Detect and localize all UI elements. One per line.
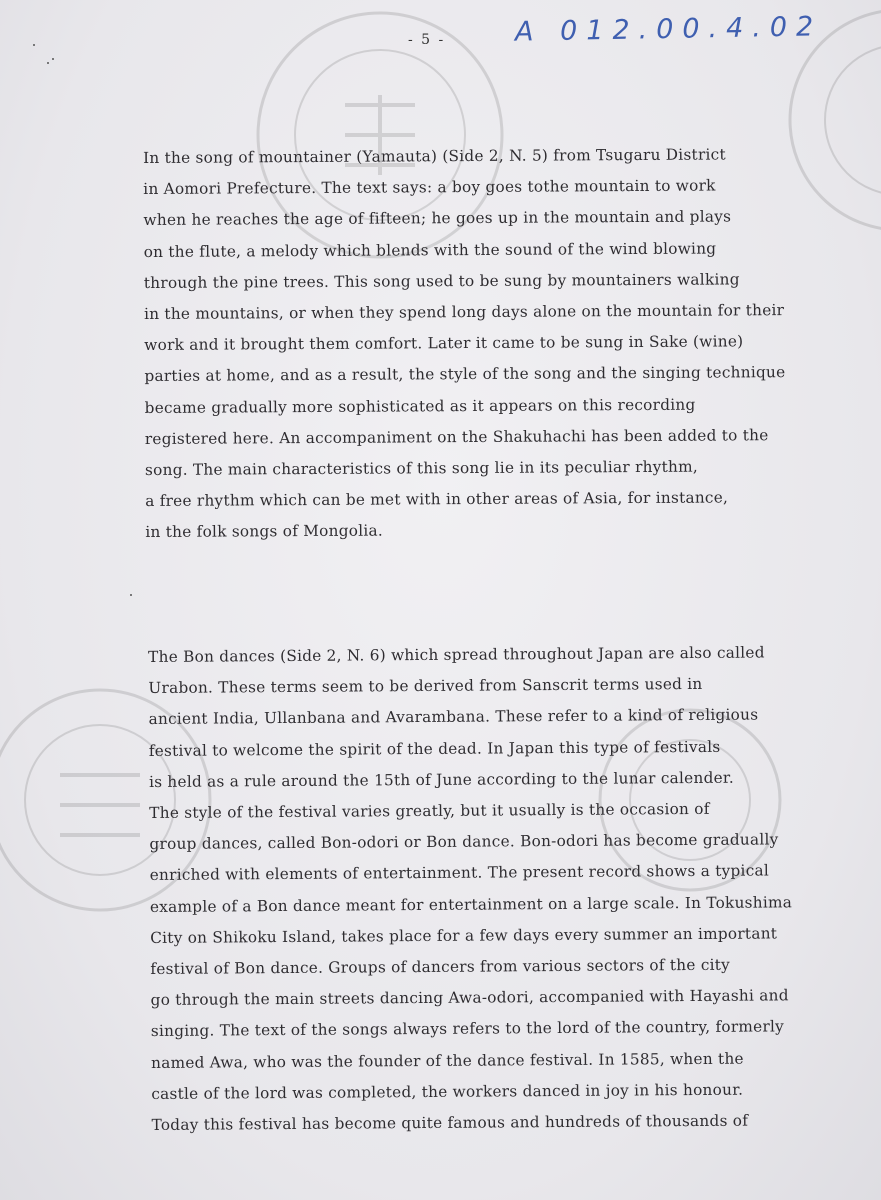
text-line: through the pine trees. This song used to be sung by mountainers walking [143,270,740,292]
text-line: on the flute, a melody which blends with the sound of the wind blowing [143,239,717,261]
paper-speck [52,58,54,60]
text-line: In the song of mountainer (Yamauta) (Side 2, N. 5) from Tsugaru District [143,145,726,167]
text-line: Today this festival has become quite famous and hundreds of thousands of [151,1111,749,1135]
text-line: in Aomori Prefecture. The text says: a boy goes tothe mountain to work [143,176,716,199]
text-line: ancient India, Ullanbana and Avarambana. These refer to a kind of religious [148,705,759,729]
text-line: named Awa, who was the founder of the dance festival. In 1585, when the [151,1049,744,1072]
text-line: a free rhythm which can be met with in other areas of Asia, for instance, [145,488,729,511]
text-line: singing. The text of the songs always refers to the lord of the country, formerly [150,1017,785,1041]
text-line: castle of the lord was completed, the workers danced in joy in his honour. [151,1080,744,1103]
text-line: enriched with elements of entertainment. The present record shows a typical [149,861,770,885]
paper-speck [130,594,132,596]
text-line: work and it brought them comfort. Later it came to be sung in Sake (wine) [144,332,744,355]
text-line: is held as a rule around the 15th of June according to the lunar calender. [148,768,734,791]
page-number: - 5 - [408,32,446,48]
text-line: became gradually more sophisticated as it appears on this recording [144,395,696,417]
text-line: registered here. An accompaniment on the Shakuhachi has been added to the [144,426,769,448]
text-line: The style of the festival varies greatly, but it usually is the occasion of [149,799,710,823]
text-line: group dances, called Bon-odori or Bon dance. Bon-odori has become gradually [149,830,779,854]
text-line: when he reaches the age of fifteen; he goes up in the mountain and plays [143,207,732,230]
text-line: Urabon. These terms seem to be derived from Sanscrit terms used in [148,675,703,698]
paper-speck [47,62,49,64]
text-line: song. The main characteristics of this song lie in its peculiar rhythm, [144,457,699,480]
text-line: parties at home, and as a result, the style of the song and the singing technique [144,363,786,386]
paragraph-bon-dances [148,637,881,1142]
paragraph-yamauta [143,139,875,549]
text-line: in the folk songs of Mongolia. [145,521,383,542]
text-line: festival of Bon dance. Groups of dancers from various sectors of the city [150,955,731,979]
paper-speck [33,44,35,46]
text-line: example of a Bon dance meant for entertainment on a large scale. In Tokushima [149,892,793,916]
text-line: festival to welcome the spirit of the dead. In Japan this type of festivals [148,737,721,760]
text-line: in the mountains, or when they spend long days alone on the mountain for their [143,301,785,324]
archive-reference-handwritten: A 012.00.4.02 [514,11,823,48]
text-line: The Bon dances (Side 2, N. 6) which spread throughout Japan are also called [148,643,765,666]
text-line: go through the main streets dancing Awa-odori, accompanied with Hayashi and [150,986,789,1010]
text-line: City on Shikoku Island, takes place for a few days every summer an important [150,924,778,947]
